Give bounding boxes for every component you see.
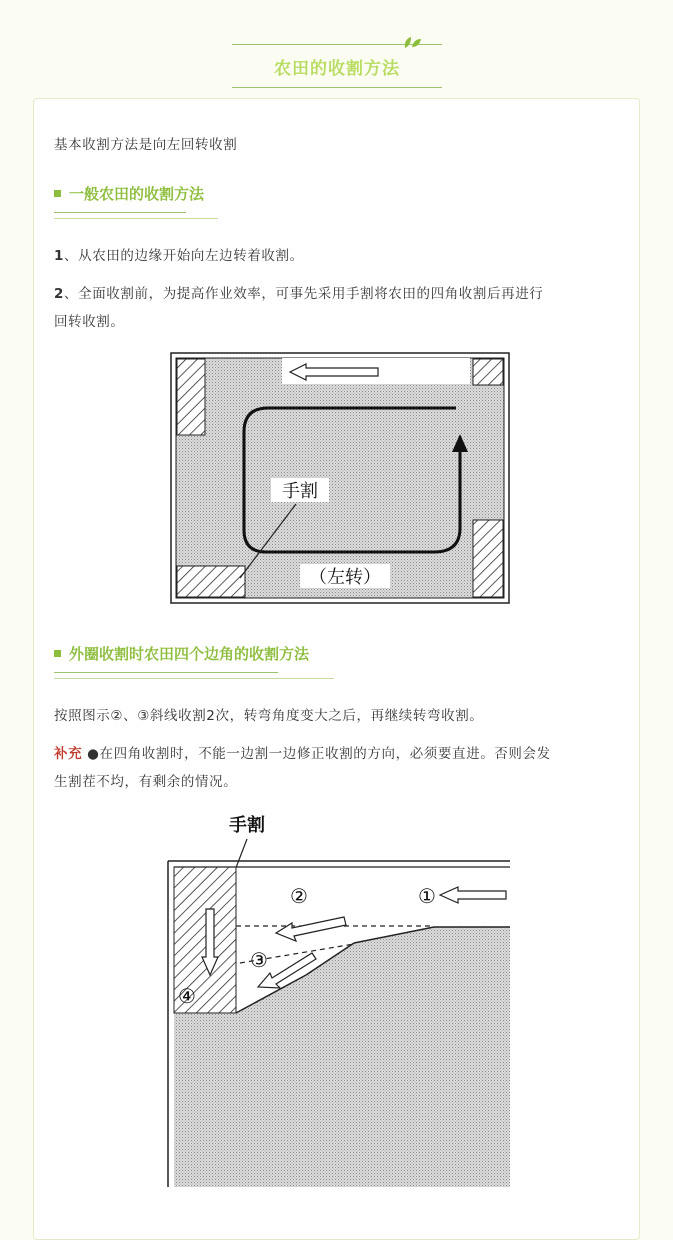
- step2-marker: ②: [290, 884, 308, 908]
- page-title: 农田的收割方法: [274, 59, 400, 79]
- note-label: 补充: [54, 746, 83, 762]
- section1-underline-light: [54, 218, 218, 219]
- note-line2: 生割茬不均，有剩余的情况。: [54, 774, 238, 790]
- section2-heading: [54, 643, 309, 664]
- step1-body: 、从农田的边缘开始向左边转着收割。: [64, 248, 304, 264]
- step2-body-line2: 回转收割。: [54, 314, 125, 330]
- bullet-square-icon: [54, 190, 61, 197]
- leaf-icon: [402, 34, 422, 50]
- section2-heading-text: 外圈收割时农田四个边角的收割方法: [69, 645, 310, 663]
- label-manual-cut-2: 手割: [229, 815, 265, 836]
- label-left-turn: （左转）: [309, 567, 381, 588]
- content-card: [33, 98, 640, 1240]
- figure-left-turn-diagram: [170, 352, 510, 604]
- step1-number: 1: [54, 248, 64, 264]
- bullet-square-icon: [54, 650, 61, 657]
- section2-underline-light: [54, 678, 334, 679]
- step2-body-line1: 、全面收割前，为提高作业效率，可事先采用手割将农田的四角收割后再进行: [64, 286, 544, 302]
- step1-marker: ①: [418, 884, 436, 908]
- figure-corner-cutting-diagram: [164, 807, 516, 1191]
- page-header: [0, 0, 673, 98]
- section1-heading-text: 一般农田的收割方法: [69, 185, 205, 203]
- section2-underline: [54, 672, 278, 673]
- note-line1: ●在四角收割时，不能一边割一边修正收割的方向，必须要直进。否则会发: [87, 746, 551, 762]
- step1-text: [54, 242, 624, 270]
- section1-underline: [54, 212, 186, 213]
- header-bottom-line: [232, 87, 442, 88]
- step3-marker: ③: [250, 948, 268, 972]
- step2-number: 2: [54, 286, 64, 302]
- note-text: [54, 740, 624, 796]
- section1-heading: [54, 183, 204, 204]
- instruction-text: 按照图示②、③斜线收割2次，转弯角度变大之后，再继续转弯收割。: [54, 708, 484, 724]
- step4-marker: ④: [178, 984, 196, 1008]
- label-manual-cut: 手割: [282, 481, 318, 502]
- step2-text: [54, 280, 624, 336]
- intro-text: 基本收割方法是向左回转收割: [54, 137, 238, 153]
